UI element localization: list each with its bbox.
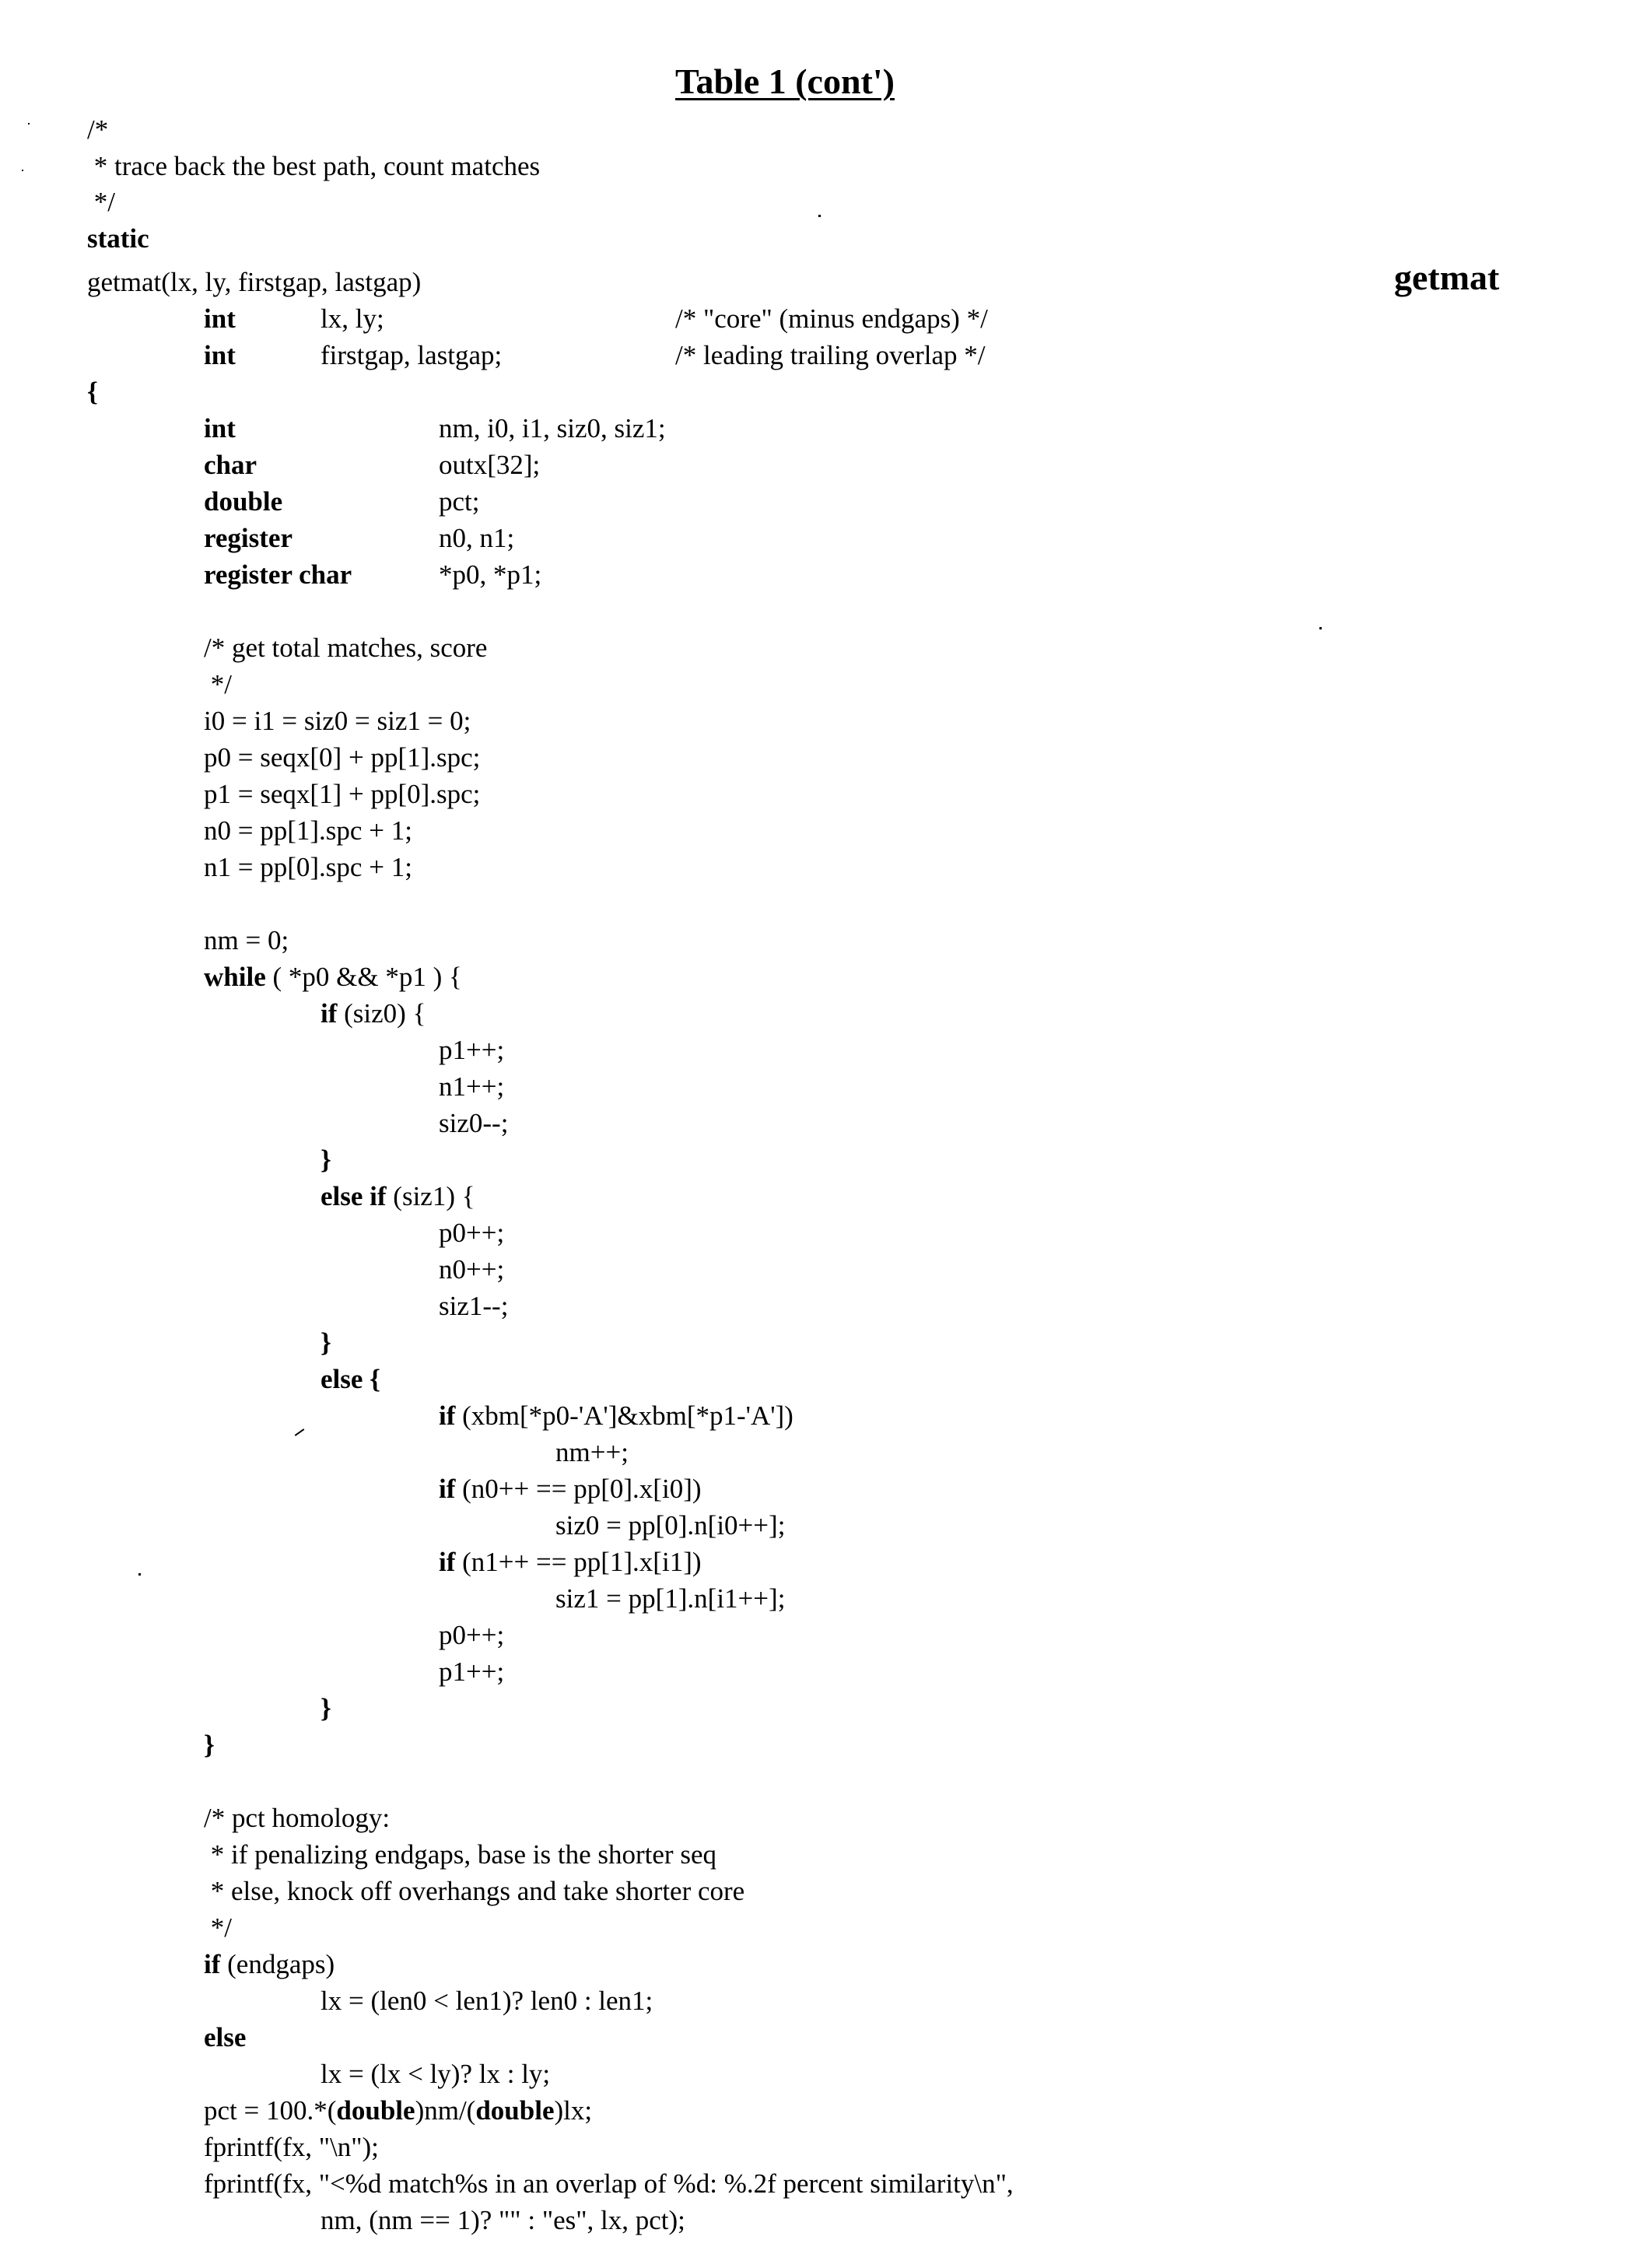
code-text: p0 = seqx[0] + pp[1].spc;: [204, 742, 481, 773]
code-text: lx = (lx < ly)? lx : ly;: [321, 2059, 551, 2089]
scan-mark: [295, 1428, 305, 1436]
code-keyword: else {: [321, 1364, 380, 1394]
code-line: [321, 1327, 331, 1358]
code-keyword: int: [204, 303, 236, 334]
code-line: [204, 706, 471, 737]
code-text: p1++;: [439, 1656, 505, 1687]
code-text: ( *p0 && *p1 ) {: [265, 962, 462, 992]
code-text: p1 = seqx[1] + pp[0].spc;: [204, 779, 481, 809]
code-text: (siz1) {: [386, 1181, 475, 1211]
code-text: p1++;: [439, 1035, 505, 1065]
code-text: )lx;: [554, 2095, 593, 2126]
code-text: (siz0) {: [337, 998, 426, 1029]
code-line: [439, 1620, 504, 1651]
code-keyword: while: [204, 962, 266, 992]
code-line: [321, 1181, 475, 1212]
code-text: n1 = pp[0].spc + 1;: [204, 852, 412, 882]
code-keyword: else: [204, 2022, 247, 2052]
code-line: [204, 2168, 1014, 2200]
code-keyword: double: [336, 2095, 415, 2126]
code-text: n0 = pp[1].spc + 1;: [204, 815, 412, 846]
code-text: )nm/(: [415, 2095, 476, 2126]
code-line: [204, 1803, 390, 1834]
code-declarator: *p0, *p1;: [439, 559, 542, 590]
code-line: [439, 1400, 793, 1432]
code-line: [321, 2205, 685, 2236]
code-line: [87, 114, 108, 145]
code-keyword: if: [321, 998, 338, 1029]
code-text: i0 = i1 = siz0 = siz1 = 0;: [204, 706, 471, 736]
code-line: [439, 1291, 508, 1322]
code-line: [204, 340, 236, 371]
scan-speck: [138, 1573, 141, 1576]
code-line: [321, 998, 426, 1029]
code-line: [204, 413, 236, 444]
code-keyword: register: [204, 523, 293, 553]
code-text: getmat(lx, ly, firstgap, lastgap): [87, 267, 422, 297]
code-comment: /* "core" (minus endgaps) */: [675, 303, 988, 334]
code-keyword: int: [204, 413, 236, 443]
code-line: [439, 1108, 508, 1139]
code-line: [204, 1730, 215, 1761]
code-line: [87, 223, 149, 254]
code-keyword: }: [321, 1327, 331, 1358]
code-line: [439, 1656, 504, 1688]
code-line: [439, 1547, 702, 1578]
code-text: pct = 100.*(: [204, 2095, 337, 2126]
code-text: n1++;: [439, 1071, 505, 1102]
scan-speck: [22, 170, 23, 171]
code-text: siz0 = pp[0].n[i0++];: [555, 1510, 786, 1541]
code-line: [204, 559, 352, 591]
code-text: */: [204, 1912, 232, 1943]
code-text: siz0--;: [439, 1108, 509, 1138]
code-line: [204, 815, 412, 847]
code-keyword: }: [204, 1730, 215, 1760]
code-keyword: double: [475, 2095, 555, 2126]
scan-speck: [28, 123, 30, 124]
code-keyword: register char: [204, 559, 352, 590]
code-text: * else, knock off overhangs and take shorter core: [204, 1876, 745, 1906]
code-keyword: }: [321, 1693, 331, 1723]
code-text: lx = (len0 < len1)? len0 : len1;: [321, 1986, 653, 2016]
code-text: */: [204, 669, 232, 699]
code-text: * if penalizing endgaps, base is the shorter seq: [204, 1839, 716, 1870]
code-line: [204, 925, 289, 956]
code-text: nm = 0;: [204, 925, 289, 955]
code-line: [204, 1876, 744, 1907]
code-keyword: {: [87, 377, 98, 407]
code-text: fprintf(fx, "<%d match%s in an overlap of %d: %.2f percent similarity\n",: [204, 2168, 1014, 2199]
code-line: [321, 1693, 331, 1724]
code-text: (n0++ == pp[0].x[i0]): [455, 1474, 702, 1504]
function-name-label: getmat: [1394, 258, 1500, 297]
code-line: [87, 151, 540, 182]
code-line: [321, 1145, 331, 1176]
code-text: p0++;: [439, 1620, 505, 1650]
code-line: [204, 523, 293, 554]
code-line: [439, 1474, 702, 1505]
code-keyword: int: [204, 340, 236, 370]
code-declarator: firstgap, lastgap;: [321, 340, 503, 370]
code-line: [204, 486, 282, 517]
code-line: [321, 2059, 550, 2090]
code-line: [87, 267, 421, 298]
code-line: [555, 1437, 629, 1468]
code-text: p0++;: [439, 1218, 505, 1248]
code-text: siz1--;: [439, 1291, 509, 1321]
code-comment: /* leading trailing overlap */: [675, 340, 986, 370]
code-keyword: if: [439, 1474, 456, 1504]
code-keyword: }: [321, 1145, 331, 1175]
code-line: [439, 1071, 504, 1102]
code-declarator: lx, ly;: [321, 303, 384, 334]
code-text: (endgaps): [220, 1949, 335, 1979]
code-keyword: double: [204, 486, 283, 517]
code-line: [321, 1986, 653, 2017]
code-text: /*: [87, 114, 109, 145]
code-line: [204, 1839, 716, 1870]
code-keyword: char: [204, 450, 257, 480]
code-line: [204, 2022, 246, 2053]
code-keyword: if: [204, 1949, 221, 1979]
code-text: /* pct homology:: [204, 1803, 391, 1833]
scan-speck: [818, 215, 821, 217]
code-text: (n1++ == pp[1].x[i1]): [455, 1547, 702, 1577]
page-title: Table 1 (cont'): [675, 61, 895, 101]
code-text: * trace back the best path, count matches: [87, 151, 541, 181]
code-declarator: pct;: [439, 486, 480, 517]
code-keyword: if: [439, 1547, 456, 1577]
code-line: [204, 1949, 335, 1980]
code-text: /* get total matches, score: [204, 633, 488, 663]
code-line: [204, 2095, 592, 2126]
code-line: [555, 1510, 785, 1541]
code-text: */: [87, 187, 115, 217]
code-text: (xbm[*p0-'A']&xbm[*p1-'A']): [455, 1400, 793, 1431]
code-text: n0++;: [439, 1254, 505, 1285]
code-line: [204, 450, 257, 481]
code-line: [439, 1035, 504, 1066]
code-text: nm, (nm == 1)? "" : "es", lx, pct);: [321, 2205, 685, 2235]
code-declarator: n0, n1;: [439, 523, 515, 553]
code-keyword: else if: [321, 1181, 387, 1211]
code-line: [204, 852, 412, 883]
code-line: [87, 187, 115, 218]
code-line: [204, 962, 462, 993]
code-line: [204, 742, 480, 773]
code-line: [439, 1218, 504, 1249]
code-line: [204, 779, 480, 810]
code-line: [555, 1583, 785, 1614]
code-line: [321, 1364, 380, 1395]
code-line: [204, 303, 236, 335]
code-line: [204, 669, 232, 700]
code-line: [204, 1912, 232, 1944]
code-line: [87, 377, 98, 408]
scan-speck: [1319, 627, 1322, 629]
code-keyword: static: [87, 223, 149, 254]
code-line: [204, 2132, 379, 2163]
code-text: nm++;: [555, 1437, 629, 1467]
code-line: [439, 1254, 504, 1285]
code-keyword: if: [439, 1400, 456, 1431]
code-text: fprintf(fx, "\n");: [204, 2132, 379, 2162]
code-text: siz1 = pp[1].n[i1++];: [555, 1583, 786, 1614]
code-declarator: outx[32];: [439, 450, 541, 480]
code-line: [204, 633, 487, 664]
code-declarator: nm, i0, i1, siz0, siz1;: [439, 413, 666, 443]
